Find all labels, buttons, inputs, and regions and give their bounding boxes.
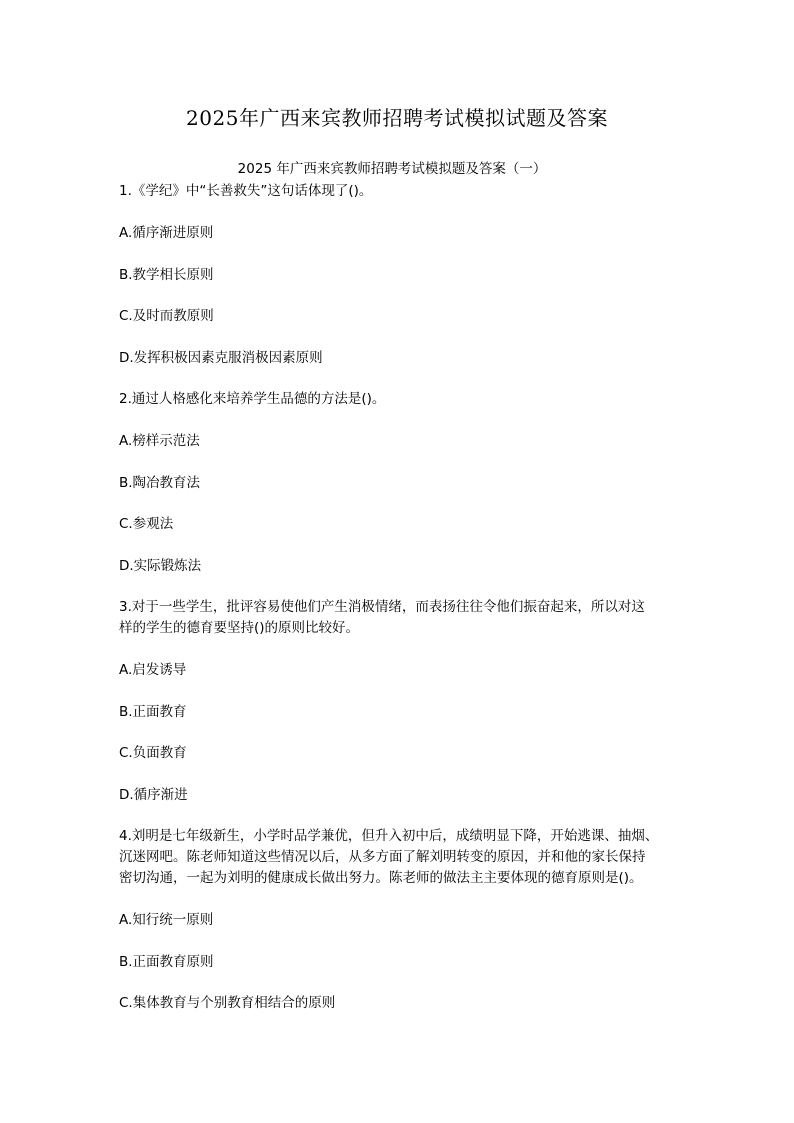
question-1-option-d: D.发挥积极因素克服消极因素原则 — [119, 349, 323, 366]
question-1-option-a: A.循序渐进原则 — [119, 225, 214, 241]
question-1-option-c: C.及时而教原则 — [119, 308, 214, 324]
question-2 — [119, 389, 681, 577]
question-2-option-c: C.参观法 — [119, 516, 174, 532]
question-1 — [119, 181, 681, 369]
question-4-stem-line-1: 4.刘明是七年级新生，小学时品学兼优，但升入初中后，成绩明显下降，开始逃课、抽烟、 — [119, 828, 659, 844]
question-4-stem-line-3: 密切沟通，一起为刘明的健康成长做出努力。陈老师的做法主主要体现的德育原则是()。 — [119, 870, 643, 886]
question-3-option-c: C.负面教育 — [119, 745, 187, 761]
question-2-option-b: B.陶冶教育法 — [119, 474, 201, 491]
question-4-stem-line-2: 沉迷网吧。陈老师知道这些情况以后，从多方面了解刘明转变的原因，并和他的家长保持 — [119, 849, 646, 865]
document-title: 2025年广西来宾教师招聘考试模拟试题及答案 — [186, 106, 608, 130]
question-4-option-b: B.正面教育原则 — [119, 953, 214, 970]
question-4-option-a: A.知行统一原则 — [119, 912, 214, 928]
question-3-option-d: D.循序渐进 — [119, 786, 188, 803]
question-3-stem-line-1: 3.对于一些学生，批评容易使他们产生消极情绪，而表扬往往令他们振奋起来，所以对这 — [119, 599, 645, 615]
section-title: 2025 年广西来宾教师招聘考试模拟题及答案（一） — [237, 161, 547, 177]
question-3 — [119, 597, 681, 806]
question-4-option-c: C.集体教育与个别教育相结合的原则 — [119, 995, 336, 1011]
question-3-stem-line-2: 样的学生的德育要坚持()的原则比较好。 — [119, 620, 360, 636]
question-1-stem: 1.《学纪》中“长善救失”这句话体现了()。 — [119, 183, 373, 199]
question-2-option-d: D.实际锻炼法 — [119, 557, 202, 574]
question-2-option-a: A.榜样示范法 — [119, 433, 200, 449]
question-3-option-a: A.启发诱导 — [119, 662, 187, 678]
question-3-option-b: B.正面教育 — [119, 703, 187, 720]
question-list — [119, 181, 681, 1035]
question-4 — [119, 826, 681, 1014]
question-1-option-b: B.教学相长原则 — [119, 266, 214, 283]
question-2-stem: 2.通过人格感化来培养学生品德的方法是()。 — [119, 391, 386, 407]
